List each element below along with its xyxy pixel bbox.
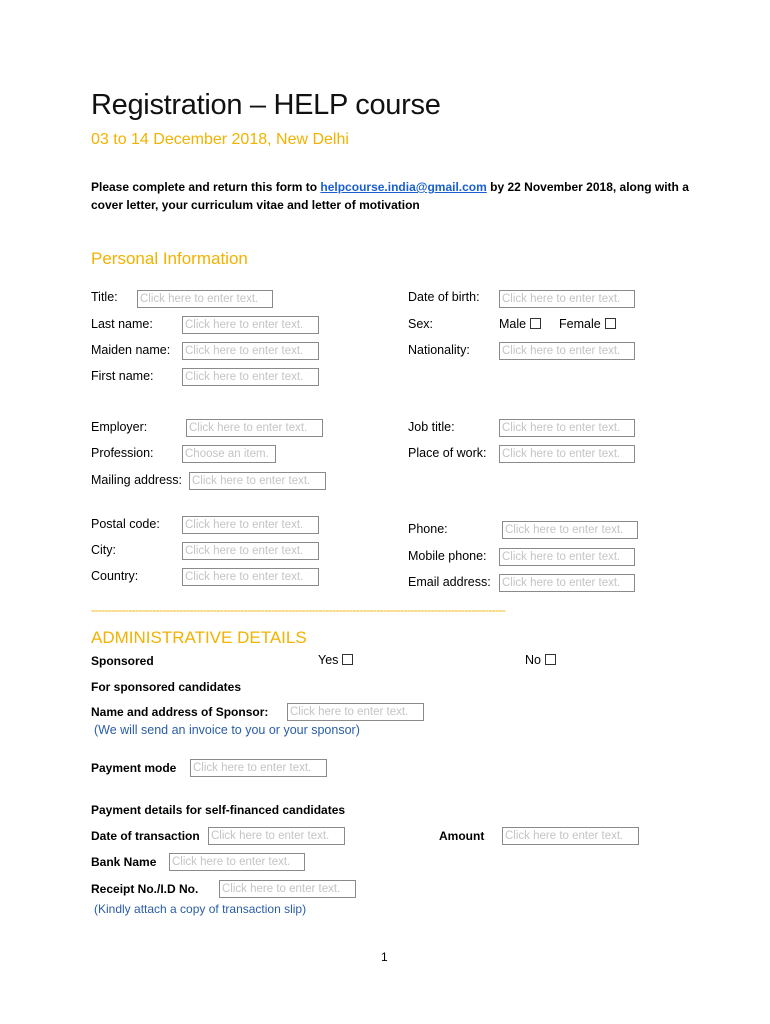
section-divider: -------------------------------------------------------------------------------------------------------------------------- xyxy=(91,603,506,617)
country-field[interactable]: Click here to enter text. xyxy=(182,568,319,586)
intro-text xyxy=(91,178,691,214)
page-number: 1 xyxy=(381,950,388,964)
female-checkbox[interactable] xyxy=(605,318,616,329)
yes-label: Yes xyxy=(318,653,339,667)
sponsor-name-field[interactable]: Click here to enter text. xyxy=(287,703,424,721)
mailing-address-label: Mailing address: xyxy=(91,473,183,487)
phone-field[interactable]: Click here to enter text. xyxy=(502,521,638,539)
receipt-number-label: Receipt No./I.D No. xyxy=(91,882,199,896)
place-of-work-label: Place of work: xyxy=(408,446,487,460)
amount-label: Amount xyxy=(439,829,485,843)
job-title-label: Job title: xyxy=(408,420,455,434)
admin-details-heading: ADMINISTRATIVE DETAILS xyxy=(91,628,307,647)
profession-select[interactable]: Choose an item. xyxy=(182,445,276,463)
yes-option xyxy=(318,653,353,667)
contact-email-link[interactable]: helpcourse.india@gmail.com xyxy=(320,180,487,194)
dob-label: Date of birth: xyxy=(408,290,480,304)
phone-label: Phone: xyxy=(408,522,448,536)
page-title: Registration – HELP course xyxy=(91,89,441,121)
no-option xyxy=(525,653,556,667)
nationality-label: Nationality: xyxy=(408,343,470,357)
bank-name-label: Bank Name xyxy=(91,855,157,869)
dob-field[interactable]: Click here to enter text. xyxy=(499,290,635,308)
postal-code-field[interactable]: Click here to enter text. xyxy=(182,516,319,534)
city-label: City: xyxy=(91,543,116,557)
male-checkbox[interactable] xyxy=(530,318,541,329)
employer-field[interactable]: Click here to enter text. xyxy=(186,419,323,437)
title-label: Title: xyxy=(91,290,118,304)
date-of-transaction-field[interactable]: Click here to enter text. xyxy=(208,827,345,845)
first-name-field[interactable]: Click here to enter text. xyxy=(182,368,319,386)
sponsored-label: Sponsored xyxy=(91,654,154,668)
invoice-note: (We will send an invoice to you or your sponsor) xyxy=(94,723,360,737)
email-address-field[interactable]: Click here to enter text. xyxy=(499,574,635,592)
payment-mode-label: Payment mode xyxy=(91,761,177,775)
city-field[interactable]: Click here to enter text. xyxy=(182,542,319,560)
maiden-name-field[interactable]: Click here to enter text. xyxy=(182,342,319,360)
bank-name-field[interactable]: Click here to enter text. xyxy=(169,853,305,871)
email-address-label: Email address: xyxy=(408,575,491,589)
place-of-work-field[interactable]: Click here to enter text. xyxy=(499,445,635,463)
mobile-phone-field[interactable]: Click here to enter text. xyxy=(499,548,635,566)
male-label: Male xyxy=(499,317,527,331)
nationality-field[interactable]: Click here to enter text. xyxy=(499,342,635,360)
payment-mode-field[interactable]: Click here to enter text. xyxy=(190,759,327,777)
mobile-phone-label: Mobile phone: xyxy=(408,549,487,563)
title-field[interactable]: Click here to enter text. xyxy=(137,290,273,308)
amount-field[interactable]: Click here to enter text. xyxy=(502,827,639,845)
sponsor-name-label: Name and address of Sponsor: xyxy=(91,705,269,719)
payment-details-label: Payment details for self-financed candidates xyxy=(91,803,346,817)
job-title-field[interactable]: Click here to enter text. xyxy=(499,419,635,437)
attach-note: (Kindly attach a copy of transaction slip) xyxy=(94,902,307,916)
mailing-address-field[interactable]: Click here to enter text. xyxy=(189,472,326,490)
intro-post: by 22 November 2018, along with a cover letter, your curriculum vitae and letter of motivation xyxy=(91,180,689,212)
yes-checkbox[interactable] xyxy=(342,654,353,665)
postal-code-label: Postal code: xyxy=(91,517,160,531)
last-name-label: Last name: xyxy=(91,317,153,331)
profession-label: Profession: xyxy=(91,446,154,460)
intro-pre: Please complete and return this form to xyxy=(91,180,321,194)
receipt-number-field[interactable]: Click here to enter text. xyxy=(219,880,356,898)
for-sponsored-label: For sponsored candidates xyxy=(91,680,242,694)
female-label: Female xyxy=(559,317,601,331)
employer-label: Employer: xyxy=(91,420,148,434)
page-subtitle: 03 to 14 December 2018, New Delhi xyxy=(91,131,349,148)
country-label: Country: xyxy=(91,569,139,583)
no-checkbox[interactable] xyxy=(545,654,556,665)
male-option xyxy=(499,317,541,331)
no-label: No xyxy=(525,653,541,667)
female-option xyxy=(559,317,616,331)
maiden-name-label: Maiden name: xyxy=(91,343,171,357)
sex-label: Sex: xyxy=(408,317,434,331)
date-of-transaction-label: Date of transaction xyxy=(91,829,200,843)
personal-info-heading: Personal Information xyxy=(91,249,248,268)
last-name-field[interactable]: Click here to enter text. xyxy=(182,316,319,334)
first-name-label: First name: xyxy=(91,369,154,383)
